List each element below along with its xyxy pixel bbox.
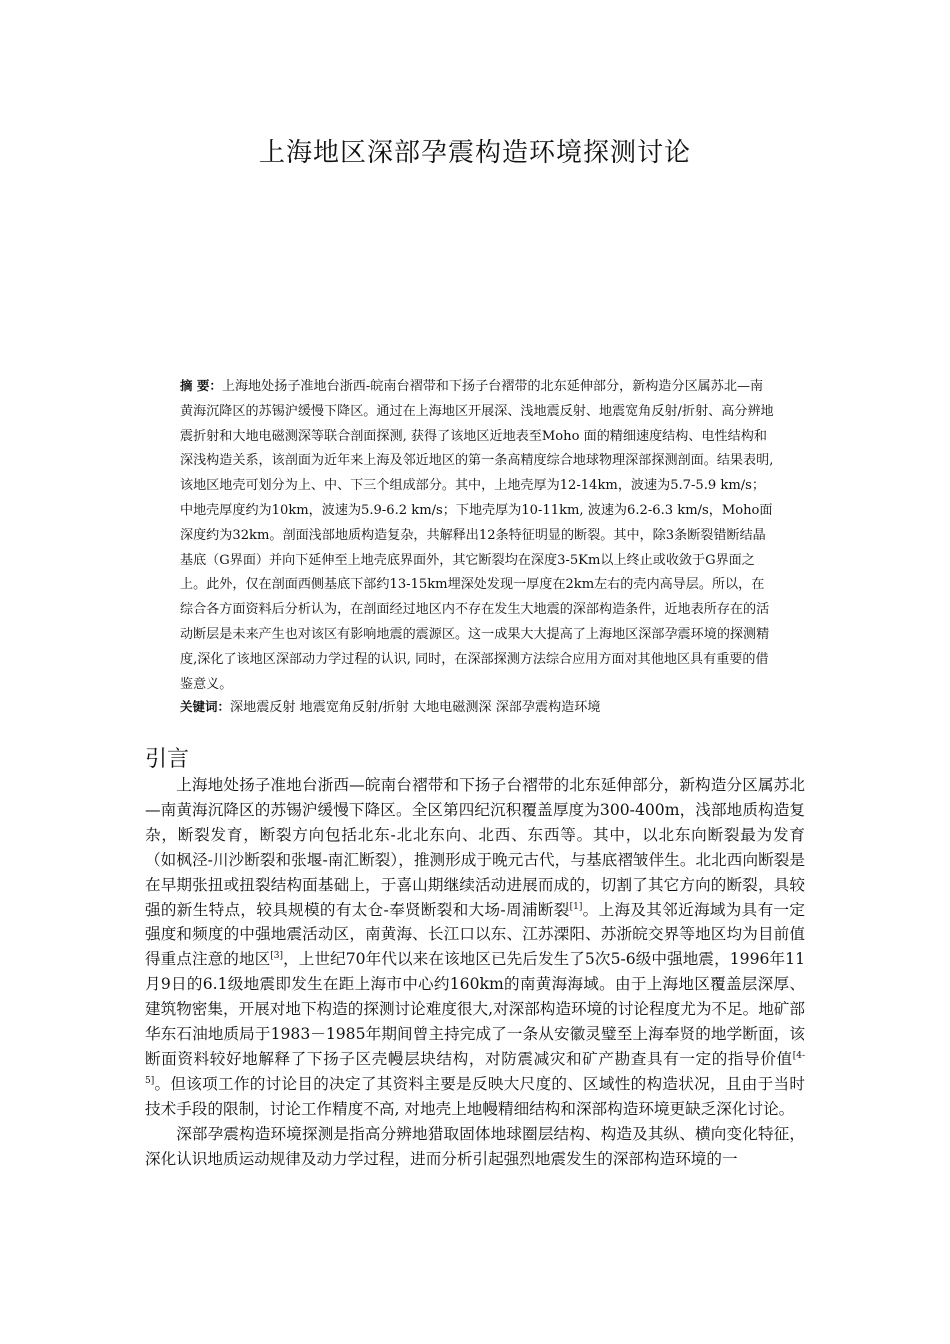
paragraph-text: 。上海及其邻近海域为具有一定强度和频度的中强地震活动区，南黄海、长江口以东、江苏溧阳、苏浙皖交界等地区均为目前值得重点注意的地区	[145, 900, 805, 969]
citation-ref: [4-5]	[145, 1050, 805, 1086]
abstract-text: 上海地处扬子准地台浙西-皖南台褶带和下扬子台褶带的北东延伸部分，新构造分区属苏北—南黄海沉降区的苏锡沪缓慢下降区。通过在上海地区开展深、浅地震反射、地震宽角反射/折射、高分辨地震折射和大地电磁测深等联合剖面探测, 获得了该地区近地表至Moho 面的精细速度结构、电性结构和深浅构造关系，该剖面为近年来上海及邻近地区的第一条高精度综合地球物理深部探测剖面。结果表明, 该地区地壳可划分为上、中、下三个组成部分。其中，上地壳厚为12-14km，波速为5.7-5.9 km/s；中地壳厚度约为10km，波速为5.9-6.2 km/s；下地壳厚为10-11km, 波速为6.2-6.3 km/s，Moho面深度约为32km。剖面浅部地质构造复杂，共解释出12条特征明显的断裂。其中，除3条断裂错断结晶基底（G界面）并向下延伸至上地壳底界面外，其它断裂均在深度3-5Km以上终止或收敛于G界面之上。此外，仅在剖面西侧基底下部约13-15km埋深处发现一厚度在2km左右的壳内高导层。所以，在综合各方面资料后分析认为，在剖面经过地区内不存在发生大地震的深部构造条件，近地表所存在的活动断层是未来产生也对该区有影响地震的震源区。这一成果大大提高了上海地区深部孕震环境的探测精度,深化了该地区深部动力学过程的认识, 同时，在深部探测方法综合应用方面对其他地区具有重要的借鉴意义。	[180, 379, 774, 692]
paragraph-text: ，上世纪70年代以来在该地区已先后发生了5次5-6级中强地震，1996年11月9日的6.1级地震即发生在距上海市中心约160km的南黄海海域。由于上海地区覆盖层深厚、建筑物密集，开展对地下构造的探测讨论难度很大,对深部构造环境的讨论程度尤为不足。地矿部华东石油地质局于1983－1985年期间曾主持完成了一条从安徽灵璧至上海奉贤的地学断面，该断面资料较好地解释了下扬子区壳幔层块结构，对防震减灾和矿产勘查具有一定的指导价值	[145, 950, 805, 1068]
introduction-body	[145, 773, 805, 1172]
keywords	[180, 696, 780, 715]
paper-title: 上海地区深部孕震构造环境探测讨论	[258, 138, 691, 168]
section-heading-introduction: 引言	[145, 747, 190, 772]
paragraph-text: 上海地处扬子准地台浙西—皖南台褶带和下扬子台褶带的北东延伸部分，新构造分区属苏北—南黄海沉降区的苏锡沪缓慢下降区。全区第四纪沉积覆盖厚度为300-400m，浅部地质构造复杂，断裂发育，断裂方向包括北东-北北东向、北西、东西等。其中，以北东向断裂最为发育（如枫泾-川沙断裂和张堰-南汇断裂），推测形成于晚元古代，与基底褶皱伴生。北北西向断裂是在早期张扭或扭裂结构面基础上，于喜山期继续活动进展而成的，切割了其它方向的断裂，具较强的新生特点，较具规模的有太仓-奉贤断裂和大场-周浦断裂	[145, 776, 805, 919]
introduction-paragraph-2: 深部孕震构造环境探测是指高分辨地猎取固体地球圈层结构、构造及其纵、横向变化特征，深化认识地质运动规律及动力学过程，进而分析引起强烈地震发生的深部构造环境的一	[145, 1124, 805, 1168]
keywords-label: 关键词：	[180, 699, 231, 714]
citation-ref: [1]	[569, 901, 583, 912]
paragraph-text: 。但该项工作的讨论目的决定了其资料主要是反映大尺度的、区域性的构造状况，且由于当时技术手段的限制，讨论工作精度不高, 对地壳上地幔精细结构和深部构造环境更缺乏深化讨论。	[145, 1074, 805, 1118]
introduction-paragraph-1	[145, 773, 805, 1122]
keywords-text: 深地震反射 地震宽角反射/折射 大地电磁测深 深部孕震构造环境	[230, 700, 601, 715]
abstract	[180, 374, 776, 697]
abstract-label: 摘 要：	[180, 378, 222, 393]
citation-ref: [3]	[270, 951, 284, 962]
